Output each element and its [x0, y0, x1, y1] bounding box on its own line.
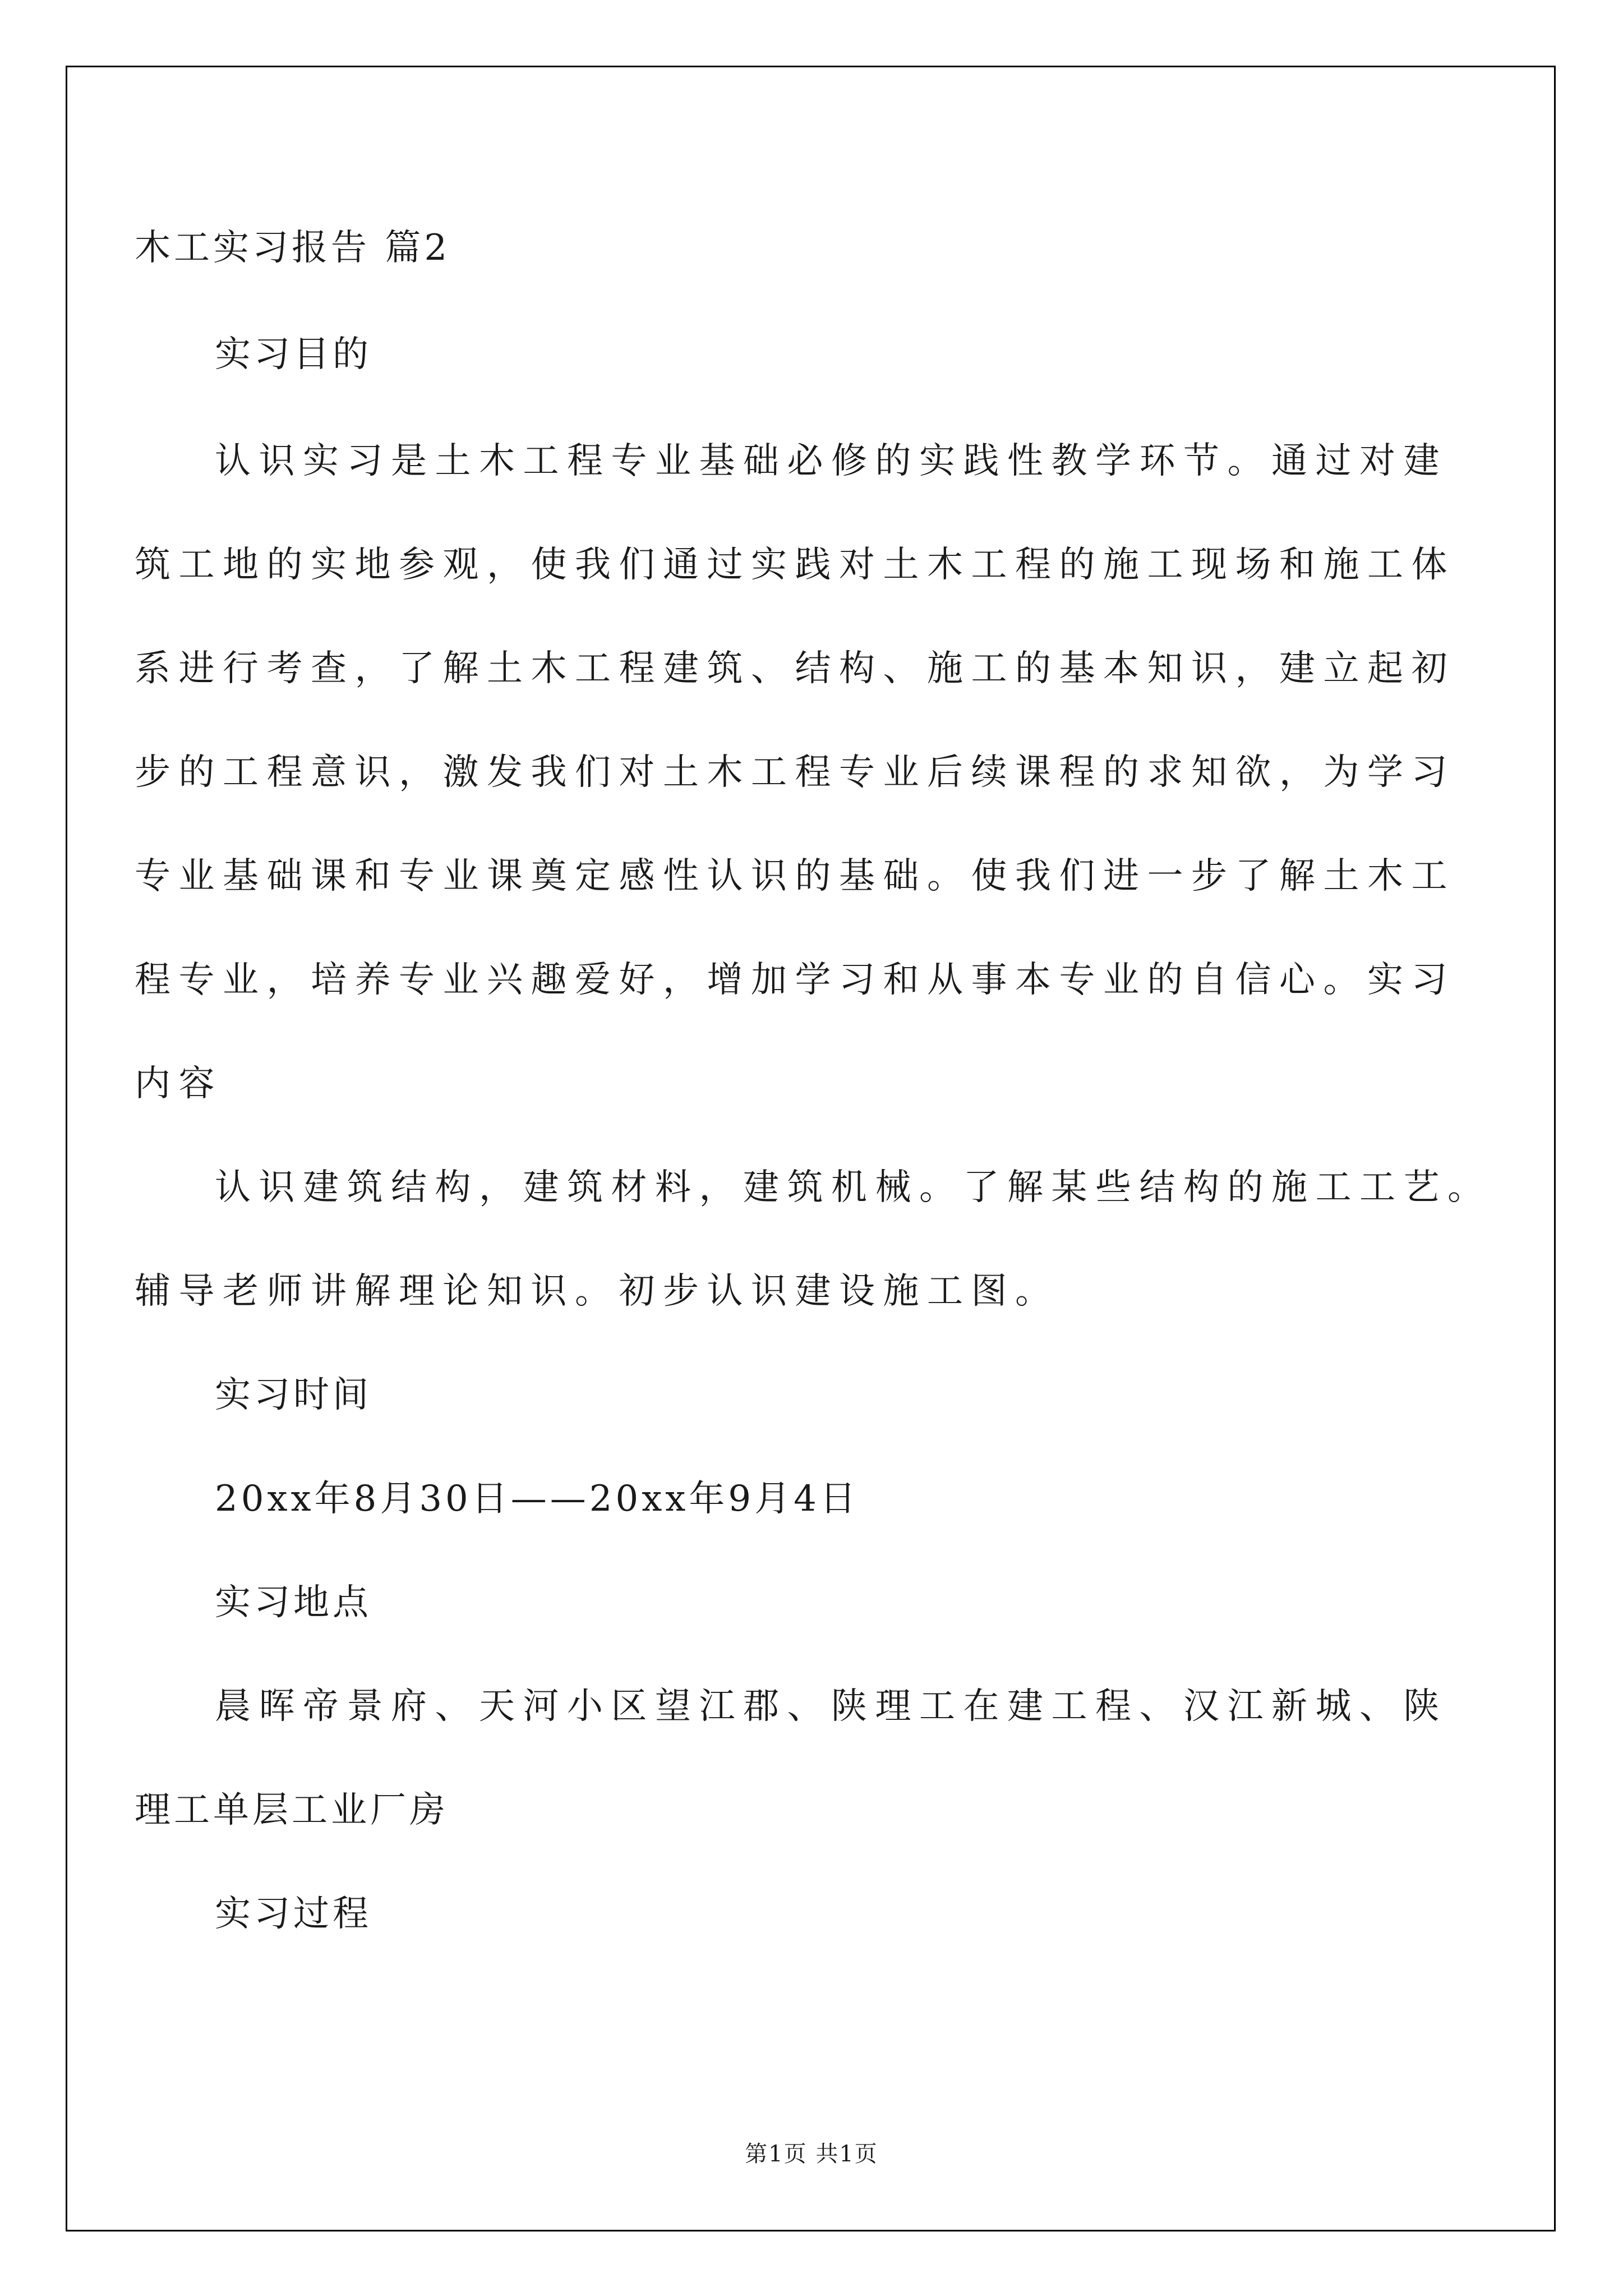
paragraph-line: 辅导老师讲解理论知识。初步认识建设施工图。 — [135, 1271, 1059, 1312]
paragraph-line: 理工单层工业厂房 — [135, 1789, 449, 1831]
paragraph-line: 程专业，培养专业兴趣爱好，增加学习和从事本专业的自信心。实习 — [135, 959, 1455, 1001]
paragraph-line: 系进行考查，了解土木工程建筑、结构、施工的基本知识，建立起初 — [135, 648, 1455, 689]
paragraph-line: 内容 — [135, 1063, 223, 1105]
paragraph-line: 认识建筑结构，建筑材料，建筑机械。了解某些结构的施工工艺。 — [215, 1167, 1492, 1208]
section-heading-purpose: 实习目的 — [215, 334, 372, 375]
paragraph-line: 晨晖帝景府、天河小区望江郡、陕理工在建工程、汉江新城、陕 — [215, 1686, 1447, 1727]
paragraph-line: 步的工程意识，激发我们对土木工程专业后续课程的求知欲，为学习 — [135, 752, 1455, 793]
paragraph-line: 专业基础课和专业课奠定感性认识的基础。使我们进一步了解土木工 — [135, 855, 1455, 897]
paragraph-line: 筑工地的实地参观，使我们通过实践对土木工程的施工现场和施工体 — [135, 544, 1455, 586]
section-heading-location: 实习地点 — [215, 1582, 372, 1623]
document-title: 木工实习报告 篇2 — [135, 227, 451, 269]
page-footer: 第1页 共1页 — [745, 2141, 878, 2167]
section-heading-process: 实习过程 — [215, 1893, 372, 1935]
paragraph-line: 认识实习是土木工程专业基础必修的实践性教学环节。通过对建 — [215, 440, 1447, 482]
date-range: 20xx年8月30日——20xx年9月4日 — [215, 1478, 859, 1520]
section-heading-time: 实习时间 — [215, 1374, 372, 1416]
